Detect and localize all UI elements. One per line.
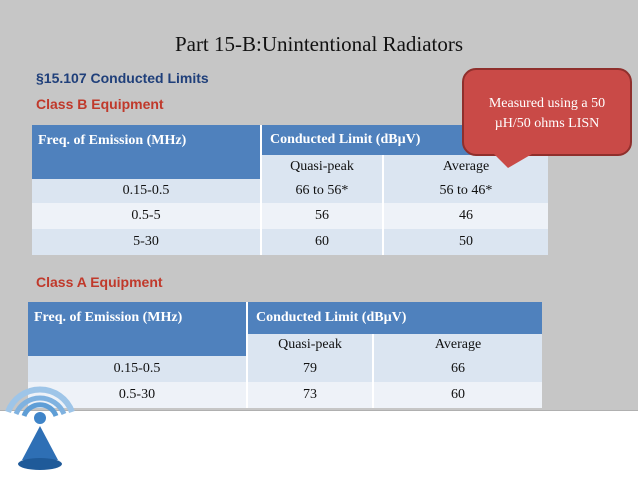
class-a-avg-header: Average bbox=[373, 334, 542, 356]
table-row bbox=[28, 356, 542, 382]
class-a-heading: Class A Equipment bbox=[36, 274, 163, 290]
class-a-qp-header: Quasi-peak bbox=[247, 334, 373, 356]
qp-cell: 73 bbox=[247, 382, 373, 408]
class-b-qp-header: Quasi-peak bbox=[261, 155, 383, 179]
table-row bbox=[32, 203, 548, 229]
class-a-freq-header: Freq. of Emission (MHz) bbox=[28, 302, 247, 356]
callout-bubble bbox=[462, 68, 632, 156]
table-row bbox=[32, 179, 548, 203]
freq-cell: 0.15-0.5 bbox=[32, 179, 261, 203]
freq-cell: 0.15-0.5 bbox=[28, 356, 247, 382]
freq-cell: 0.5-30 bbox=[28, 382, 247, 408]
avg-cell: 56 to 46* bbox=[383, 179, 548, 203]
class-a-table bbox=[28, 302, 542, 408]
class-a-limit-header: Conducted Limit (dBµV) bbox=[247, 302, 542, 334]
avg-cell: 60 bbox=[373, 382, 542, 408]
qp-cell: 66 to 56* bbox=[261, 179, 383, 203]
section-heading: §15.107 Conducted Limits bbox=[36, 70, 209, 86]
avg-cell: 50 bbox=[383, 229, 548, 255]
class-b-avg-header: Average bbox=[383, 155, 548, 179]
callout-tail bbox=[494, 154, 532, 168]
avg-cell: 46 bbox=[383, 203, 548, 229]
freq-cell: 0.5-5 bbox=[32, 203, 261, 229]
callout-line-2: µH/50 ohms LISN bbox=[494, 116, 600, 131]
wifi-tower-icon bbox=[0, 382, 100, 478]
qp-cell: 79 bbox=[247, 356, 373, 382]
qp-cell: 60 bbox=[261, 229, 383, 255]
callout-line-1: Measured using a 50 bbox=[488, 96, 606, 111]
slide-title: Part 15-B:Unintentional Radiators bbox=[174, 32, 464, 56]
table-row bbox=[32, 229, 548, 255]
qp-cell: 56 bbox=[261, 203, 383, 229]
class-b-heading: Class B Equipment bbox=[36, 96, 164, 112]
footer-logo: fppt.com bbox=[577, 457, 628, 471]
freq-cell: 5-30 bbox=[32, 229, 261, 255]
avg-cell: 66 bbox=[373, 356, 542, 382]
class-b-limit-header: Conducted Limit (dBµV) bbox=[261, 125, 548, 155]
class-b-freq-header: Freq. of Emission (MHz) bbox=[32, 125, 261, 179]
table-row bbox=[28, 382, 542, 408]
